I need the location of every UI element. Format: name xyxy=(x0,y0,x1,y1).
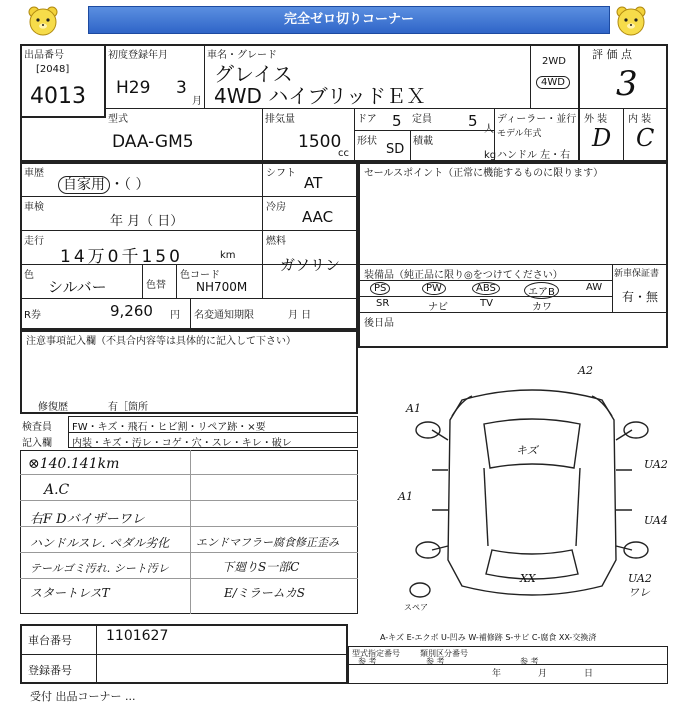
history-value: 自家用 xyxy=(58,176,110,194)
mileage-unit: km xyxy=(220,250,236,261)
cc-unit: cc xyxy=(338,148,349,159)
color-code-label: 色コード xyxy=(180,270,220,281)
color-change-label: 色替 xyxy=(146,280,166,291)
model-value: DAA-GM5 xyxy=(112,132,194,152)
equip-tv: TV xyxy=(480,298,493,309)
diagram-label-a1-upper: A1 xyxy=(406,402,421,415)
new-car-warranty-label: 新車保証書 xyxy=(614,269,660,279)
equip-abs: ABS xyxy=(472,282,500,295)
footer-cut-text: 受付 出品コーナー ... xyxy=(30,690,136,703)
note-line-3: 右F Dバイザーワレ xyxy=(30,512,145,527)
diagram-label-crack: ワレ xyxy=(628,586,650,599)
car-name: グレイス xyxy=(214,62,293,86)
doors-value: 5 xyxy=(392,112,402,130)
inspector-label-2: 記入欄 xyxy=(22,438,52,449)
displacement-label: 排気量 xyxy=(265,114,295,125)
month-unit: 月 xyxy=(192,96,202,107)
repair-history-label: 修復歴 xyxy=(38,402,68,413)
registration-label: 登録番号 xyxy=(28,664,72,677)
shift-value: AT xyxy=(304,174,323,192)
equip-leather: カワ xyxy=(532,302,552,313)
handle-label: ハンドル 左・右 xyxy=(497,150,571,161)
capacity-unit: 人 xyxy=(484,124,494,135)
score-value: 3 xyxy=(616,64,638,104)
car-name-label: 車名・グレード xyxy=(207,50,277,61)
equip-airbag: エアB xyxy=(524,282,559,299)
history-label: 車歴 xyxy=(24,168,44,179)
note-line-2: A.C xyxy=(44,482,70,498)
model-label: 型式 xyxy=(108,114,128,125)
inspection-date: 年 月（ 日） xyxy=(110,214,184,229)
doors-label: ドア xyxy=(357,114,377,125)
note-right-2: 下廻りS一部C xyxy=(222,560,300,574)
name-change-date: 月 日 xyxy=(288,310,312,321)
diagram-label-ua2-lower: UA2 xyxy=(628,572,652,585)
footer-month: 月 xyxy=(538,669,548,679)
drive-2wd: 2WD xyxy=(542,56,566,67)
inspection-label: 車検 xyxy=(24,202,44,213)
aircon-label: 冷房 xyxy=(266,202,286,213)
load-unit: kg xyxy=(484,150,497,161)
aircon-value: AAC xyxy=(302,208,334,226)
diagram-label-a1-lower: A1 xyxy=(398,490,413,503)
car-grade: 4WD ハイブリッドＥＸ xyxy=(214,84,427,108)
note-line-5: テールゴミ汚れ. シート汚レ xyxy=(30,562,169,575)
fuel-value: ガソリン xyxy=(280,256,341,274)
exterior-score: D xyxy=(592,124,612,152)
footer-year: 年 xyxy=(492,669,502,679)
history-rest: ・（ ） xyxy=(110,177,150,193)
footer-ref-2: 参 考 xyxy=(426,657,445,666)
footer-type-designation: 型式指定番号 xyxy=(352,649,400,658)
after-item-label: 後日品 xyxy=(364,318,394,329)
equip-pw: PW xyxy=(422,282,446,295)
drive-4wd: 4WD xyxy=(536,76,570,89)
mileage-value: 14万0千150 xyxy=(60,247,183,267)
displacement-value: 1500 xyxy=(298,132,342,152)
new-car-warranty-value: 有・無 xyxy=(622,290,659,304)
sales-frame xyxy=(358,162,668,348)
diagram-legend: A-キズ E-エクボ U-凹み W-補修跡 S-サビ C-腐食 XX-交換済 xyxy=(380,633,597,642)
diagram-label-scratch: キズ xyxy=(516,444,538,457)
notes-title: 注意事項記入欄（不具合内容等は具体的に記入して下さい） xyxy=(26,336,296,347)
footer-ref-3: 参 考 xyxy=(520,657,539,666)
interior-score: C xyxy=(636,124,655,152)
car-damage-diagram xyxy=(392,360,672,620)
diagram-label-a2-top: A2 xyxy=(578,364,593,377)
footer-ref-1: 参 考 xyxy=(358,657,377,666)
note-right-1: エンドマフラー腐食修正歪み xyxy=(196,536,339,549)
equipment-label: 装備品（純正品に限り◎をつけてください） xyxy=(364,270,563,281)
chassis-label: 車台番号 xyxy=(28,634,72,647)
inspector-row-1: FW・キズ・飛石・ヒビ割・リペア跡・×要 xyxy=(72,422,266,433)
sales-title: セールスポイント（正常に機能するものに限ります） xyxy=(364,168,604,179)
load-label: 積載 xyxy=(413,136,433,147)
diagram-label-ua4: UA4 xyxy=(644,514,668,527)
capacity-label: 定員 xyxy=(412,114,432,125)
score-label: 評 価 点 xyxy=(592,48,632,61)
first-reg-month: 3 xyxy=(176,78,187,98)
fuel-label: 燃料 xyxy=(266,236,286,247)
chassis-number: 1101627 xyxy=(106,628,169,644)
note-line-4: ハンドルスレ. ペダル劣化 xyxy=(30,536,170,550)
mileage-label: 走行 xyxy=(24,236,44,247)
footer-day: 日 xyxy=(584,669,594,679)
first-reg-label: 初度登録年月 xyxy=(108,50,168,61)
diagram-label-ua2-upper: UA2 xyxy=(644,458,668,471)
note-line-1: ⊗140.141km xyxy=(28,456,120,472)
note-line-6: スタートレスT xyxy=(30,586,110,600)
color-value: シルバー xyxy=(48,278,107,296)
exterior-label: 外 装 xyxy=(584,114,608,125)
equip-sr: SR xyxy=(376,298,390,309)
lot-number: 4013 xyxy=(30,84,86,109)
lot-label: 出品番号 xyxy=(24,50,64,61)
lot-sub: [2048] xyxy=(36,64,70,75)
capacity-value: 5 xyxy=(468,112,478,130)
color-code-value: NH700M xyxy=(196,280,248,294)
equip-navi: ナビ xyxy=(428,302,448,313)
bear-mascot-icon xyxy=(26,4,60,38)
footer-class-number: 類別区分番号 xyxy=(420,649,468,658)
interior-label: 内 装 xyxy=(628,114,652,125)
dealer-label: ディーラー・並行 xyxy=(497,114,577,125)
note-right-3: E/ミラームカS xyxy=(224,586,306,600)
equip-aw: AW xyxy=(586,282,603,293)
recycle-value: 9,260 xyxy=(110,302,153,320)
model-year-label: モデル年式 xyxy=(497,129,542,139)
inspector-row-2: 内装・キズ・汚レ・コゲ・穴・スレ・キレ・破レ xyxy=(72,438,292,449)
shape-label: 形状 xyxy=(357,136,377,147)
bear-mascot-icon xyxy=(614,4,648,38)
equip-ps: PS xyxy=(370,282,390,295)
recycle-label: R券 xyxy=(24,310,41,321)
corner-banner: 完全ゼロ切りコーナー xyxy=(88,6,610,34)
name-change-label: 名変通知期限 xyxy=(194,310,254,321)
diagram-spare-label: スペア xyxy=(404,603,428,612)
first-reg-era: H29 xyxy=(116,78,151,98)
yen-unit: 円 xyxy=(170,310,180,321)
diagram-label-replaced: XX xyxy=(520,572,536,585)
color-label: 色 xyxy=(24,270,34,281)
shape-value: SD xyxy=(386,142,405,157)
shift-label: シフト xyxy=(266,168,296,179)
repair-history-value: 有［箇所 xyxy=(108,402,148,413)
inspector-label-1: 検査員 xyxy=(22,422,52,433)
